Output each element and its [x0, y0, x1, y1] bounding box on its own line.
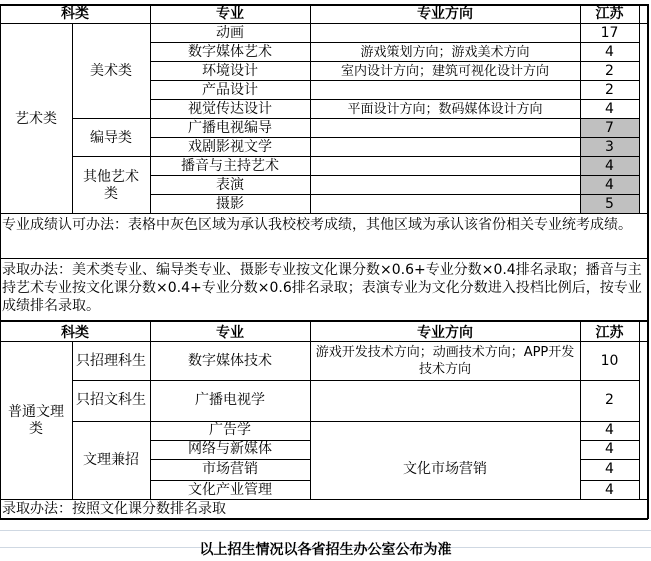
gridline [150, 80, 639, 81]
gridline [150, 440, 310, 441]
t2-row-quota: 4 [605, 422, 614, 438]
gridline [580, 440, 639, 441]
t1-row-quota: 3 [605, 139, 614, 155]
t1-row-direction [310, 195, 580, 214]
t1-row-quota: 4 [605, 177, 614, 193]
t1-row-major: 环境设计 [202, 63, 258, 79]
t1-row-major: 广播电视编导 [188, 120, 272, 136]
t1-row-major: 动画 [216, 25, 244, 41]
t1-note-admission: 录取办法：美术类专业、编导类专业、摄影专业按文化课分数×0.6+专业分数×0.4排名录取；播音与主持艺术专业按文化课分数×0.4+专业分数×0.6排名录取；表演专业为文化分数进入投档比例后，按专业成绩排名录取。 [2, 262, 642, 314]
t2-header-province: 江苏 [595, 324, 624, 341]
gridline [72, 156, 639, 157]
t2-row-major: 市场营销 [202, 461, 258, 477]
t1-header-major: 专业 [216, 6, 244, 22]
t1-row-quota: 17 [600, 25, 619, 41]
gridline [0, 341, 648, 342]
t1-row-direction: 游戏策划方向；游戏美术方向 [360, 45, 530, 60]
t1-row-major: 戏剧影视文学 [188, 139, 272, 155]
t2-row-quota: 4 [605, 461, 614, 477]
gridline [150, 137, 639, 138]
t1-row-major: 数字媒体艺术 [188, 44, 272, 60]
gridline [639, 321, 640, 499]
gridline [150, 194, 639, 195]
t2-row-quota: 10 [600, 352, 619, 369]
t2-group-both: 文理兼招 [83, 452, 139, 468]
gridline [0, 4, 648, 6]
t2-row-direction [310, 380, 580, 421]
t1-row-major: 表演 [216, 177, 244, 193]
t1-row-direction [310, 157, 580, 176]
t2-header-major: 专业 [216, 324, 244, 341]
t1-row-quota: 4 [605, 101, 614, 117]
t2-row-major: 数字媒体技术 [188, 352, 272, 369]
gridline [310, 321, 311, 499]
t1-row-direction [310, 119, 580, 138]
gridline [0, 321, 1, 519]
t1-row-direction: 平面设计方向；数码媒体设计方向 [347, 102, 543, 117]
t1-row-quota: 7 [605, 120, 614, 136]
gridline [72, 421, 639, 422]
t1-row-direction [310, 138, 580, 157]
gridline [72, 380, 639, 381]
footer-disclaimer: 以上招生情况以各省招生办公室公布为准 [199, 541, 452, 558]
gridline [580, 480, 639, 481]
t2-header-category: 科类 [61, 324, 89, 341]
gridline [150, 459, 310, 460]
t1-note-recognition: 专业成绩认可办法：表格中灰色区域为承认我校校考成绩，其他区域为承认该省份相关专业统考成绩。 [2, 217, 632, 233]
t1-header-province: 江苏 [595, 6, 624, 22]
t1-header-category: 科类 [61, 6, 89, 22]
t2-row-quota: 4 [605, 481, 614, 498]
t1-row-direction: 室内设计方向；建筑可视化设计方向 [340, 64, 549, 79]
t1-row-major: 播音与主持艺术 [181, 158, 279, 174]
t2-row-major: 广告学 [209, 422, 251, 438]
t1-row-direction [310, 81, 580, 100]
t2-row-direction [310, 421, 580, 440]
t1-row-quota: 5 [605, 196, 614, 212]
gridline [0, 499, 648, 500]
t1-row-quota: 4 [605, 44, 614, 60]
gridline [310, 4, 311, 214]
gridline [580, 321, 581, 499]
gridline [647, 321, 649, 519]
gridline [580, 459, 639, 460]
gridline [0, 23, 648, 24]
t2-row-quota: 4 [605, 441, 614, 457]
t1-row-major: 产品设计 [202, 82, 258, 98]
gridline [0, 518, 648, 520]
t2-row-major: 网络与新媒体 [188, 441, 272, 457]
gridline [150, 42, 639, 43]
t2-group-science-only: 只招理科生 [76, 352, 146, 369]
t2-note-admission: 录取办法：按照文化课分数排名录取 [2, 501, 226, 517]
t2-row-quota: 2 [605, 392, 614, 408]
t1-group-fine-arts: 美术类 [90, 63, 132, 79]
t1-row-quota: 2 [605, 63, 614, 79]
gridline [72, 118, 639, 119]
gridline [639, 4, 640, 214]
gridline [0, 213, 648, 214]
t1-group-other-arts: 其他艺术类 [83, 168, 139, 202]
t2-row-direction: 文化市场营销 [403, 461, 487, 477]
t1-row-major: 视觉传达设计 [188, 101, 272, 117]
gridline [150, 175, 639, 176]
gridline [72, 23, 73, 214]
gridline [150, 99, 639, 100]
gridline [580, 4, 581, 214]
t2-group-arts-only: 只招文科生 [76, 392, 146, 408]
t2-category-general: 普通文理类 [8, 404, 64, 437]
t2-row-major: 文化产业管理 [188, 481, 272, 498]
t1-row-major: 摄影 [216, 196, 244, 212]
gridline [150, 61, 639, 62]
t2-row-major: 广播电视学 [195, 392, 265, 408]
gridline [0, 320, 648, 322]
t1-row-quota: 4 [605, 158, 614, 174]
gridline [0, 258, 648, 259]
t1-header-direction: 专业方向 [417, 6, 473, 22]
t1-row-direction [310, 24, 580, 43]
t1-row-quota: 2 [605, 82, 614, 98]
gridline [150, 480, 310, 481]
t2-header-direction: 专业方向 [417, 324, 473, 341]
gridline [150, 321, 151, 499]
gridline [150, 4, 151, 214]
t2-row-direction: 游戏开发技术方向；动画技术方向；APP开发技术方向 [315, 345, 575, 377]
t1-category-arts: 艺术类 [15, 110, 57, 127]
row-separator [0, 530, 651, 531]
t1-group-directing: 编导类 [90, 129, 132, 146]
gridline [647, 4, 649, 321]
gridline [72, 341, 73, 499]
gridline [0, 4, 1, 321]
t1-row-direction [310, 176, 580, 195]
